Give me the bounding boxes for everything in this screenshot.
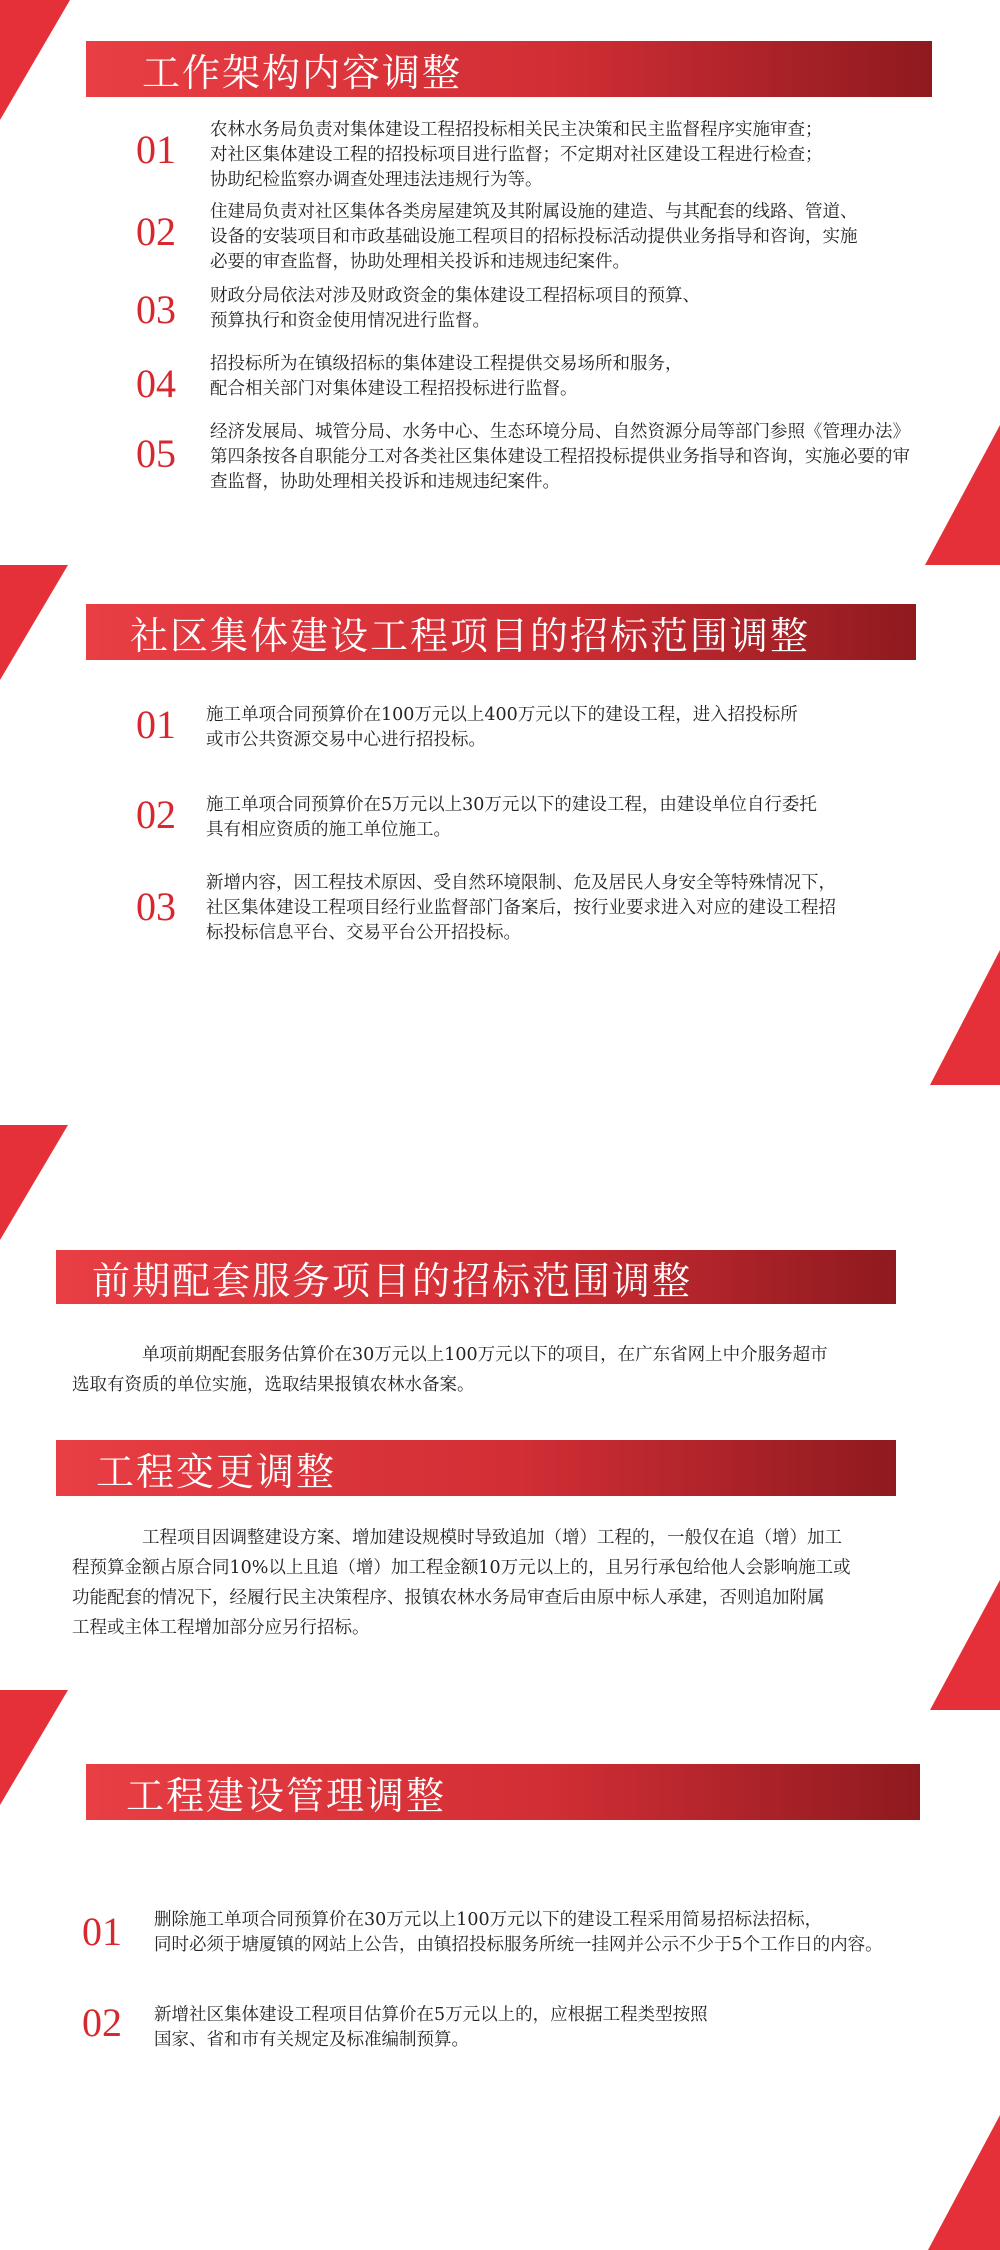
list-item: [136, 352, 683, 404]
corner-triangle-decoration: [0, 1125, 68, 1240]
section-title-bar: [86, 1764, 920, 1820]
list-item: [136, 284, 700, 334]
section-title-bar: [86, 604, 916, 660]
item-number: 04: [136, 361, 176, 406]
item-number: 03: [136, 287, 176, 332]
corner-triangle-decoration: [928, 2115, 1000, 2250]
list-item: [136, 871, 836, 946]
section-title: 社区集体建设工程项目的招标范围调整: [130, 613, 811, 658]
corner-triangle-decoration: [925, 425, 1000, 565]
corner-triangle-decoration: [0, 0, 70, 120]
section-paragraph: 单项前期配套服务估算价在30万元以上100万元以下的项目，在广东省网上中介服务超市 选取有资质的单位实施，选取结果报镇农林水备案。: [72, 1345, 828, 1395]
section-title: 工程变更调整: [96, 1449, 337, 1494]
item-text: 农林水务局负责对集体建设工程招投标相关民主决策和民主监督程序实施审查； 对社区集体建设工程的招投标项目进行监督；不定期对社区建设工程进行检查； 协助纪检监察办调查处理违法违规行为等。: [210, 120, 823, 190]
list-item: [82, 2000, 708, 2053]
list-item: [136, 200, 858, 275]
list-item: [136, 703, 798, 753]
item-number: 01: [82, 1909, 122, 1954]
list-item: [82, 1908, 883, 1958]
item-text: 招投标所为在镇级招标的集体建设工程提供交易场所和服务， 配合相关部门对集体建设工程招投标进行监督。: [210, 354, 683, 399]
list-item: [136, 420, 910, 495]
section-paragraph: 工程项目因调整建设方案、增加建设规模时导致追加（增）工程的，一般仅在追（增）加工 程预算金额占原合同10%以上且追（增）加工程金额10万元以上的，且另行承包给他人会影响施工或 功能配套的情况下，经履行民主决策程序、报镇农林水务局审查后由原中标人承建，否则追加附属 工程或主体工程增加部分应另行招标。: [72, 1528, 851, 1638]
item-number: 03: [136, 884, 176, 929]
item-text: 新增内容，因工程技术原因、受自然环境限制、危及居民人身安全等特殊情况下， 社区集体建设工程项目经行业监督部门备案后，按行业要求进入对应的建设工程招 标投标信息平台、交易平台公开招投标。: [206, 873, 836, 943]
item-text: 住建局负责对社区集体各类房屋建筑及其附属设施的建造、与其配套的线路、管道、 设备的安装项目和市政基础设施工程项目的招标投标活动提供业务指导和咨询，实施 必要的审查监督，协助处理相关投诉和违规违纪案件。: [210, 202, 858, 272]
section-title-bar: [86, 41, 932, 97]
item-text: 删除施工单项合同预算价在30万元以上100万元以下的建设工程采用简易招标法招标， 同时必须于塘厦镇的网站上公告，由镇招投标服务所统一挂网并公示不少于5个工作日的内容。: [154, 1910, 883, 1955]
section-title: 工程建设管理调整: [126, 1773, 447, 1818]
item-number: 02: [136, 792, 176, 837]
corner-triangle-decoration: [0, 1690, 68, 1805]
list-item: [136, 118, 823, 193]
section-title-bar: [56, 1250, 896, 1304]
corner-triangle-decoration: [0, 565, 68, 680]
item-number: 05: [136, 431, 176, 476]
item-number: 01: [136, 127, 176, 172]
item-text: 经济发展局、城管分局、水务中心、生态环境分局、自然资源分局等部门参照《管理办法》 第四条按各自职能分工对各类社区集体建设工程招投标提供业务指导和咨询，实施必要的审 查监督，协助处理相关投诉和违规违纪案件。: [210, 422, 910, 492]
corner-triangle-decoration: [930, 950, 1000, 1085]
list-item: [136, 793, 817, 843]
item-number: 01: [136, 702, 176, 747]
item-number: 02: [82, 2000, 122, 2045]
section-title: 前期配套服务项目的招标范围调整: [92, 1258, 693, 1303]
item-text: 施工单项合同预算价在100万元以上400万元以下的建设工程，进入招投标所 或市公共资源交易中心进行招投标。: [206, 705, 798, 750]
item-number: 02: [136, 209, 176, 254]
section-title-bar: [56, 1440, 896, 1496]
item-text: 财政分局依法对涉及财政资金的集体建设工程招标项目的预算、 预算执行和资金使用情况进行监督。: [210, 286, 700, 331]
item-text: 施工单项合同预算价在5万元以上30万元以下的建设工程，由建设单位自行委托 具有相应资质的施工单位施工。: [206, 795, 817, 840]
section-title: 工作架构内容调整: [142, 50, 463, 95]
item-text: 新增社区集体建设工程项目估算价在5万元以上的，应根据工程类型按照 国家、省和市有关规定及标准编制预算。: [154, 2005, 708, 2050]
